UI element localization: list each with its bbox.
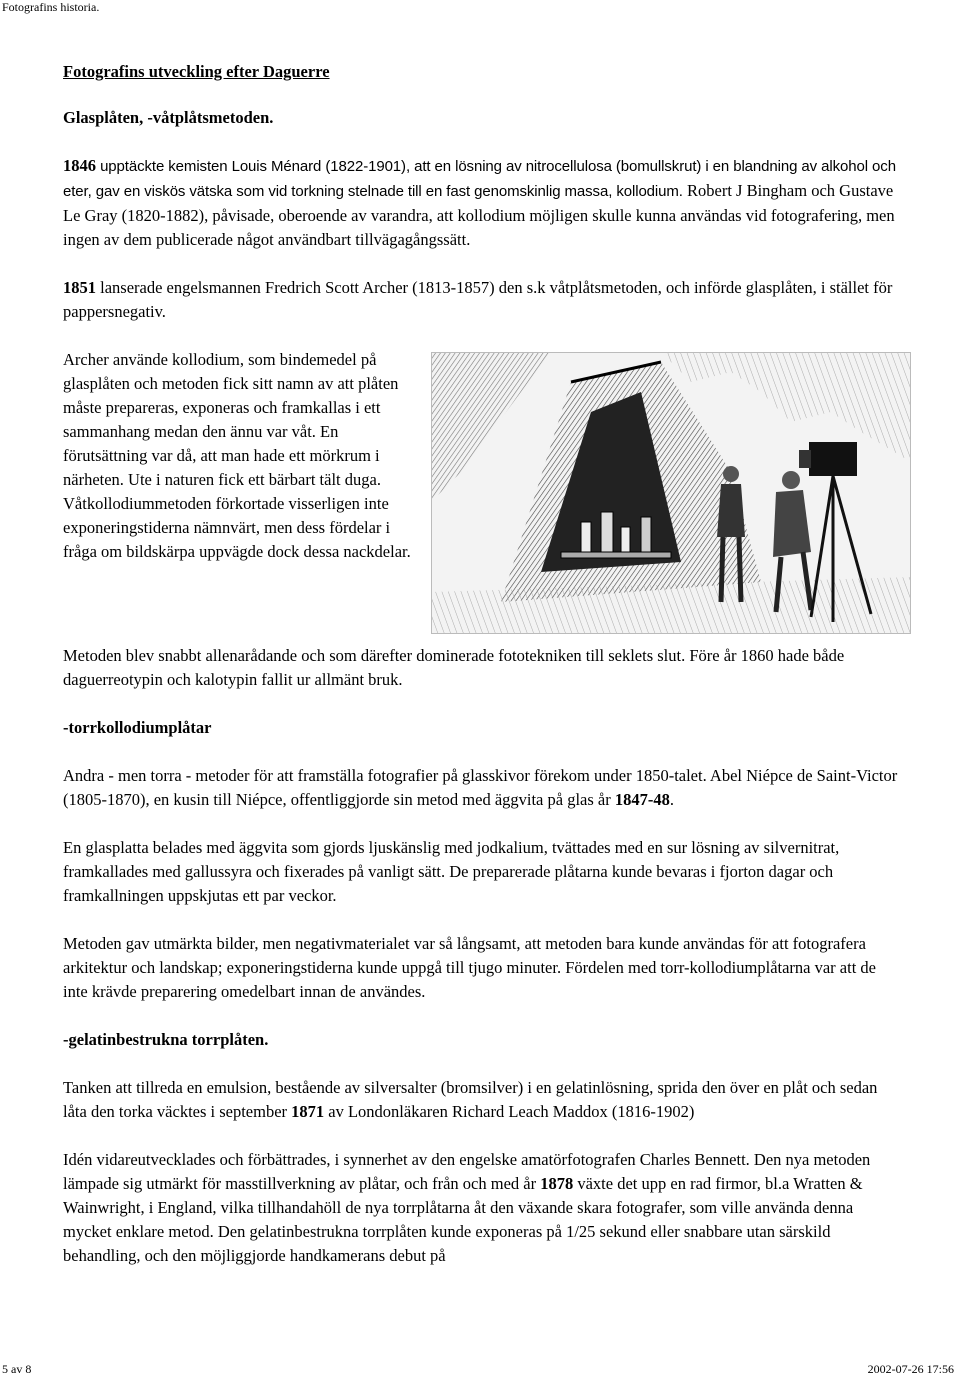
paragraph-glass-plate: En glasplatta belades med äggvita som gjords ljuskänslig med jodkalium, tvättades med en sur lösning av silvernitrat, framkallades med gallussyra och fixerades på vanligt sätt. De preparerade plåtarna kunde bevaras i fjorton dagar och framkallningen uppskjutas ett par veckor. [63, 838, 840, 905]
paragraph-niepce: Andra - men torra - metoder för att framställa fotografier på glasskivor förekom under 1850-talet. Abel Niépce de Saint-Victor (1805-1870), en kusin till Niépce, offentliggjorde sin metod med äggvita på glas år 1847-48. [63, 766, 898, 809]
page-header: Fotografins historia. [2, 0, 100, 14]
year-1851: 1851 [63, 278, 96, 297]
paragraph-method-dominant: Metoden blev snabbt allenarådande och som därefter dominerade fototekniken till seklets slut. Före år 1860 hade både daguerreotypin och kalotypin fallit ur allmänt bruk. [63, 646, 845, 689]
paragraph-bingham-text: Robert J Bingham och Gustave Le Gray (1820-1882), påvisade, oberoende av varandra, att kollodium möjligen skulle kunna användas vid fotografering, men ingen av dem publicerade något användbart tillvägagångssätt. [63, 181, 895, 249]
document-body [63, 60, 903, 1292]
year-1871: 1871 [291, 1102, 325, 1121]
tent-darkroom-illustration [431, 352, 911, 634]
paragraph-bennett: Idén vidareutvecklades och förbättrades, i synnerhet av den engelske amatörfotografen Charles Bennett. Den nya metoden lämpade sig utmärkt för masstillverkning av plåtar, och från och med år 1878 växte det upp en rad firmor, bl.a Wratten & Wainwright, i England, vilka tillhandahöll de nya torrplåtarna åt den växande skara fotografer, som ville använda denna mycket enklare metod. Den gelatinbestrukna torrplåten kunde exponeras på 1/25 sekund eller snabbare utan särskild behandling, och den möjliggjorde handkamerans debut på [63, 1150, 871, 1265]
year-1878: 1878 [540, 1174, 574, 1193]
page-number: 5 av 8 [2, 1362, 32, 1376]
year-1847-48: 1847-48 [614, 790, 670, 809]
year-1846: 1846 [63, 156, 96, 175]
engraving-image [431, 352, 911, 634]
paragraph-menard [63, 154, 903, 252]
paragraph-method-results: Metoden gav utmärkta bilder, men negativmaterialet var så långsamt, att metoden bara kunde användas för att fotografera arkitektur och landskap; exponeringstiderna kunde uppgå till tjugo minuter. Fördelen med torr-kollodiumplåtarna var att de inte krävde preparering omedelbart innan de användes. [63, 934, 876, 1001]
print-timestamp: 2002-07-26 17:56 [867, 1362, 954, 1376]
section-heading-dry-collodion: -torrkollodiumplåtar [63, 718, 212, 737]
page-title[interactable]: Fotografins utveckling efter Daguerre [63, 62, 330, 81]
paragraph-archer: 1851 lanserade engelsmannen Fredrich Scott Archer (1813-1857) den s.k våtplåtsmetoden, och införde glasplåten, i stället för pappersnegativ. [63, 278, 893, 321]
section-heading-wet-plate: Glasplåten, -våtplåtsmetoden. [63, 108, 274, 127]
paragraph-maddox: Tanken att tillreda en emulsion, bestående av silversalter (bromsilver) i en gelatinlösning, sprida den över en plåt och sedan låta den torka väcktes i september 1871 av Londonläkaren Richard Leach Maddox (1816-1902) [63, 1078, 878, 1121]
paragraph-menard-text: upptäckte kemisten Louis Ménard (1822-1901), att en lösning av nitrocellulosa (bomullskrut) i en blandning av alkohol och eter, gav en viskös vätska som vid torkning stelnade till en fast genomskinlig massa, kollodium. [63, 158, 896, 200]
paragraph-archer-collodion: Archer använde kollodium, som bindemedel på glasplåten och metoden fick sitt namn av att plåten måste prepareras, exponeras och framkallas i ett sammanhang medan den ännu var våt. En förutsättning var då, att man hade ett mörkrum i närheten. Ute i naturen fick ett bärbart tält duga. Våtkollodiummetoden förkortade visserligen inte exponeringstiderna nämnvärt, men dess fördelar i fråga om bildskärpa uppvägde dock dessa nackdelar. [63, 350, 411, 561]
section-heading-gelatin: -gelatinbestrukna torrplåten. [63, 1030, 269, 1049]
